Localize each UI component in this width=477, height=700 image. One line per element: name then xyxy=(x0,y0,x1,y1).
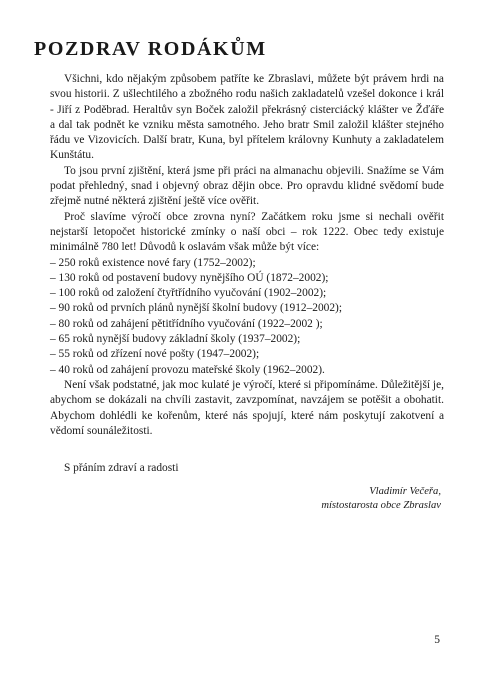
list-item: – 250 roků existence nové fary (1752–2002); xyxy=(50,256,256,269)
paragraph-closing: Není však podstatné, jak moc kulaté je výročí, které si připomínáme. Důležitější je, abychom se dokázali na chvíli zastavit, zavzpomínat, navzájem se potěšit a obohatit. Abychom dohlédli ke kořenům, které nás spojují, které nám poskytují zakotvení a vědomí sounáležitosti. xyxy=(50,378,444,437)
paragraph-almanac: To jsou první zjištění, která jsme při práci na almanachu objevili. Snažíme se Vám podat přehledný, snad i objevný obraz dějin obce. Pro opravdu klidné svědomí bude zřejmě nutné některá zjištění ještě více ověřit. xyxy=(50,164,444,208)
list-item: – 90 roků od prvních plánů nynější školní budovy (1912–2002); xyxy=(50,302,343,315)
list-item: – 80 roků od zahájení pětitřídního vyučování (1922–2002 ); xyxy=(50,317,323,330)
signature xyxy=(321,485,441,512)
page-number: 5 xyxy=(434,634,440,646)
list-item: – 130 roků od postavení budovy nynějšího OÚ (1872–2002); xyxy=(50,271,329,284)
anniversary-list xyxy=(50,256,444,378)
list-item: – 40 roků od zahájení provozu mateřské školy (1962–2002). xyxy=(50,363,325,376)
greeting: S přáním zdraví a radosti xyxy=(64,462,179,474)
paragraph-intro: Všichni, kdo nějakým způsobem patříte ke Zbraslavi, můžete být právem hrdi na svou historii. Z ušlechtilého a zbožného rodu našich zakladatelů vzešel dokonce i král - Jiří z Poděbrad. Heraltův syn Boček založil překrásný cisterciácký klášter ve Žďáře a dal tak podnět ke vzniku města samotného. Jeho bratr Smil založil klášter stejného řádu ve Vizovicích. Další bratr, Kuna, byl přítelem královny Kunhuty a zakladatelem Kunštátu. xyxy=(50,73,444,162)
signature-role: místostarosta obce Zbraslav xyxy=(321,499,441,511)
list-item: – 100 roků od založení čtyřtřídního vyučování (1902–2002); xyxy=(50,287,327,300)
list-item: – 65 roků nynější budovy základní školy (1937–2002); xyxy=(50,333,301,346)
article-body xyxy=(50,72,444,439)
paragraph-anniversary: Proč slavíme výročí obce zrovna nyní? Začátkem roku jsme si nechali ověřit nejstarší letopočet historické zmínky o naší obci – rok 1222. Obec tedy existuje minimálně 780 let! Důvodů k oslavám však může být více: xyxy=(50,210,444,254)
list-item: – 55 roků od zřízení nové pošty (1947–2002); xyxy=(50,348,260,361)
signature-name: Vladimír Večeřa, xyxy=(369,486,441,497)
page-title: POZDRAV RODÁKŮM xyxy=(34,38,267,60)
